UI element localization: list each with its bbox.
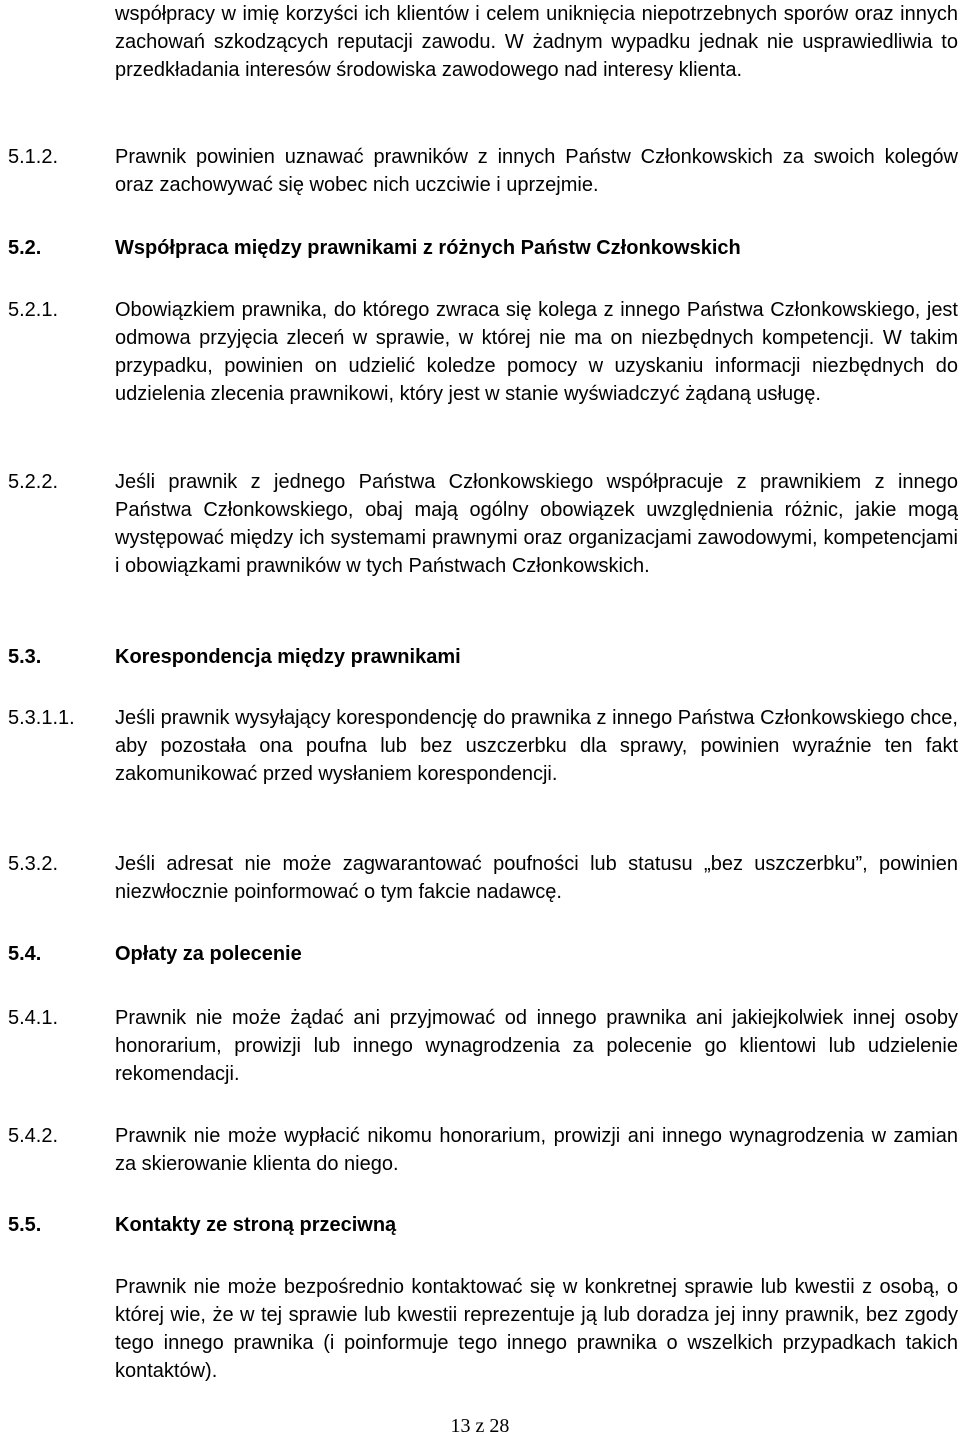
paragraph-5-5: [8, 1273, 958, 1385]
section-title: Korespondencja między prawnikami: [115, 646, 461, 668]
paragraph-text: Prawnik nie może bezpośrednio kontaktować się w konkretnej sprawie lub kwestii z osobą, o której wie, że w tej sprawie lub kwestii reprezentuje ją lub doradza jej inny prawnik, bez zgody tego innego prawnika (i poinformuje tego innego prawnika o wszelkich przypadkach takich kontaktów).: [115, 1276, 958, 1382]
clause-5-3-1-1: [8, 704, 958, 788]
section-heading-5-3: [8, 645, 958, 669]
clause-text: Obowiązkiem prawnika, do którego zwraca się kolega z innego Państwa Członkowskiego, jest odmowa przyjęcia zleceń w sprawie, w której nie ma on niezbędnych kompetencji. W takim przypadku, powinien on udzielić koledze pomocy w uzyskaniu informacji niezbędnych do udzielenia zlecenia prawnikowi, który jest w stanie wyświadczyć żądaną usługę.: [115, 299, 958, 405]
clause-text: Jeśli prawnik wysyłający korespondencję do prawnika z innego Państwa Członkowskiego chce, aby pozostała ona poufna lub bez uszczerbku dla sprawy, powinien wyraźnie ten fakt zakomunikować przed wysłaniem korespondencji.: [115, 707, 958, 785]
section-number: 5.4.: [8, 943, 42, 965]
section-number: 5.5.: [8, 1214, 42, 1236]
clause-5-2-2: [8, 468, 958, 580]
section-number: 5.3.: [8, 646, 42, 668]
paragraph-continuation: [8, 0, 958, 84]
section-heading-5-4: [8, 942, 958, 966]
clause-5-4-1: [8, 1004, 958, 1088]
clause-text: Prawnik powinien uznawać prawników z innych Państw Członkowskich za swoich kolegów oraz zachowywać się wobec nich uczciwie i uprzejmie.: [115, 146, 958, 196]
page-number: 13 z 28: [450, 1415, 510, 1437]
clause-number: 5.2.2.: [8, 471, 59, 493]
clause-5-4-2: [8, 1122, 958, 1178]
clause-number: 5.2.1.: [8, 299, 59, 321]
section-title: Opłaty za polecenie: [115, 943, 302, 965]
clause-5-3-2: [8, 850, 958, 906]
clause-5-2-1: [8, 296, 958, 408]
section-title: Współpraca między prawnikami z różnych Państw Członkowskich: [115, 237, 741, 259]
clause-text: Prawnik nie może żądać ani przyjmować od innego prawnika ani jakiejkolwiek innej osoby honorarium, prowizji lub innego wynagrodzenia za polecenie go klientowi lub udzielenie rekomendacji.: [115, 1007, 958, 1085]
clause-number: 5.4.1.: [8, 1007, 59, 1029]
clause-text: Prawnik nie może wypłacić nikomu honorarium, prowizji ani innego wynagrodzenia w zamian za skierowanie klienta do niego.: [115, 1125, 958, 1175]
clause-number: 5.1.2.: [8, 146, 59, 168]
section-heading-5-5: [8, 1213, 958, 1237]
clause-text: Jeśli adresat nie może zagwarantować poufności lub statusu „bez uszczerbku”, powinien niezwłocznie poinformować o tym fakcie nadawcę.: [115, 853, 958, 903]
clause-number: 5.4.2.: [8, 1125, 59, 1147]
clause-text: Jeśli prawnik z jednego Państwa Członkowskiego współpracuje z prawnikiem z innego Państwa Członkowskiego, obaj mają ogólny obowiązek uwzględnienia różnic, jakie mogą występować między ich systemami prawnymi oraz organizacjami zawodowymi, kompetencjami i obowiązkami prawników w tych Państwach Członkowskich.: [115, 471, 958, 577]
section-heading-5-2: [8, 236, 958, 260]
paragraph-text: współpracy w imię korzyści ich klientów i celem uniknięcia niepotrzebnych sporów oraz innych zachowań szkodzących reputacji zawodu. W żadnym wypadku jednak nie usprawiedliwia to przedkładania interesów środowiska zawodowego nad interesy klienta.: [115, 3, 958, 81]
clause-number: 5.3.2.: [8, 853, 59, 875]
section-title: Kontakty ze stroną przeciwną: [115, 1214, 397, 1236]
clause-number: 5.3.1.1.: [8, 707, 75, 729]
clause-5-1-2: [8, 143, 958, 199]
section-number: 5.2.: [8, 237, 42, 259]
